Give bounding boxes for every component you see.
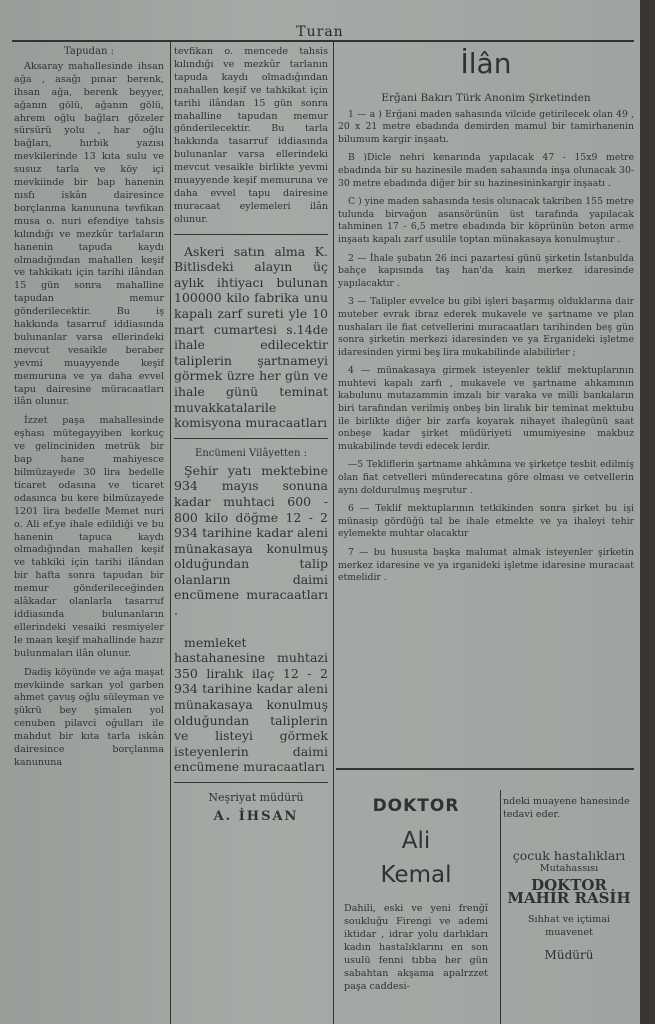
ad-doktor-ali-kemal: [336, 788, 496, 1024]
column-tapudan: [14, 46, 164, 1024]
ad1-name-last: Kemal: [380, 862, 452, 888]
newspaper-masthead: Turan: [296, 24, 344, 40]
publisher-name: A. İHSAN: [213, 808, 299, 824]
ilan-title: İlân: [460, 47, 512, 80]
ad1-name-first: Ali: [401, 828, 431, 854]
ad1-text: Dahili, eski ve yeni frenğî soukluğu Firengi ve ademi iktidar , idrar yolu darlıkları kadın hastalıklarını en son usulü fenni tıbba her gün sabahtan akşama apalrzzet paşa caddesi-: [344, 903, 488, 992]
ad2-top-text: ndeki muayene hanesinde tedavi eder.: [503, 796, 630, 820]
ad2-specialty-label: Mutahassısı: [539, 863, 599, 874]
masthead-rule: [12, 40, 634, 42]
ad2-specialty: çocuk hastalıkları: [512, 848, 626, 863]
tapudan-notice-2: İzzet paşa mahallesinde eşhası mütegayyiben korkuç ve gelinciniden metrük bir bap hane mahiyesce bilmüzayede 30 lira bedelle ticaret odasına ve ticaret odasınca bu kere bilmüzayede 1201 lira bedelle Memet nuri o. Ali ef.ye ihale edildiği ve bu hanenin tapuca kaydı olmadığından mahallen keşif ve tahkiki için tarihi ilândan bir hafta sonra tapudan bir memur gönderileceğinden alâkadar olanlarla tasarruf iddiasında bulunanların ellerindeki vesaiki resmiyeler le maan keşif mahallinde hazır bulunmaları ilân olunur.: [14, 415, 164, 659]
encumen-notice-2: memleket hastahanesine muhtazi 350 liralık ilaç 12 - 2 934 tarihine kadar aleni münakasaya konulmuş olduğundan taliplerin ve listeyi görmek isteyenlerin daimi encümene muracaatları: [174, 634, 328, 775]
column-divider-1: [170, 42, 171, 1024]
ilan-item-1c: C ) yine maden sahasında tesis olunacak takriben 155 metre tulunda birvağon asansörünün üst tarafında yapılacak tahminen 17 - 6,5 metre ebadında bir köprünün beton arme inşaatı kapalı zarf usulile toptan münakasaya konulmuştur .: [338, 196, 634, 245]
encumen-heading: Encümeni Vilâyetten :: [195, 447, 307, 459]
ad2-position: Sıhhat ve içtimai muavenet: [527, 914, 611, 938]
askeri-satin-alma-notice: Askeri satın alma K. Bitlisdeki alayın üç aylık ihtiyacı bulunan 100000 kilo fabrika unu kapalı zarf sureti yle 10 mart cumartesi s.14de ihale edilecektir taliplerin şartnameyi görmek üzre her gün ve ihale günü teminat muvakkatalarile komisyona muracaatları: [174, 243, 328, 431]
ilan-item-6: 6 — Teklif mektuplarının tetkikinden sonra şirket bu işi münasip gördüğü tal be ihale etmekte ve ya ihaleyi tehir eylemekte muhtar olacaktır: [338, 503, 634, 540]
ads-divider: [500, 790, 501, 1024]
ad2-title: DOKTOR: [531, 876, 607, 894]
separator-rule: [174, 234, 328, 235]
column-ergani-ilan: [338, 46, 634, 764]
ad2-role: Müdürü: [544, 948, 594, 962]
tapudan-notice-continued: tevfikan o. mencede tahsis kılındığı ve mezkûr tarlanın tapuda kaydı olmadığından mahallen keşif ve tahkikat için tarihi ilândan 15 gün sonra mahalline tapudan memur gönderilecektir. Bu tarla hakkında tasarruf iddiasında bulunanlar varsa ellerindeki mevcut vesaikle birlikte yevmi muayyende keşif memuruna ve daha evvel tapu dairesine muracaat eylemeleri ilân olunur.: [174, 46, 328, 225]
ads-rule: [336, 768, 634, 770]
page-binding-edge: [640, 0, 655, 1024]
ilan-item-2: 2 — İhale şubatın 26 inci pazartesi günü şirketin İstanbulda bahçe kapısında taş han'da kain merkez idaresinde yapılacaktır .: [338, 252, 634, 289]
ad1-title: DOKTOR: [372, 796, 460, 816]
ilan-item-1b: B )Dicle nehri kenarında yapılacak 47 - 15x9 metre ebadında bir su hazinesile maden sahasında inşa olunacak 30-30 metre ebadında diğer bir su hazinesininkargir inşaatı .: [338, 152, 634, 189]
ilan-item-4: 4 — münakasaya girmek isteyenler teklif mektuplarının muhtevi kapalı zarfı , mukavele ve şartname ahkamının kabulunu mutazammin imzalı bir varaka ve milli bankaların biri tarafından verilmiş onbeş bin liralık bir teminat mektubu ile birlikte diğer bir zarfa koyarak nihayet ihalegünü saat onbeşe kadar şirket müdüriyeti umumiyesine makbuz mukabilinde tevdi edecek lerdir.: [338, 365, 634, 452]
ilan-item-5: —5 Tekliflerin şartname ahkâmına ve şirketçe tesbit edilmiş olan fiat cetvelleri münderecatına göre olması ve cetvellerin aynı doldurulmuş meşrutur .: [338, 459, 634, 496]
ad-doktor-mahir-rasih: [503, 795, 635, 962]
ilan-subtitle: Erğani Bakırı Türk Anonim Şirketinden: [381, 92, 591, 104]
ad2-name: MAHİR RASİH: [507, 889, 631, 907]
ilan-item-1a: 1 — a ) Erğani maden sahasında vilcide getirilecek olan 49 , 20 x 21 metre ebadında demirden mamul bir tamirhanenin bilumum kargir inşaatı.: [338, 108, 634, 145]
encumen-notice-1: Şehir yatı mektebine 934 mayıs sonuna kadar muhtaci 600 - 800 kilo döğme 12 - 2 934 tarihine kadar aleni münakasaya konulmuş olduğundan talip olanların daimi encümene muracaatları .: [174, 462, 328, 619]
tapudan-heading: Tapudan :: [63, 46, 115, 57]
tapudan-notice-3: Dadiş köyünde ve ağa maşat mevkiinde sarkan yol garben ahmet çavuş oğlu süleyman ve şükrü bey şimalen yol cenuben pilavci oğulları ile mahdut bir kıta tarla iskân dairesince borçlanma kanununa: [14, 666, 164, 768]
publisher-label: Neşriyat müdürü: [208, 791, 304, 804]
column-ilanlar: [174, 46, 328, 1024]
ilan-item-3: 3 — Talipler evvelce bu gibi işleri başarmış olduklarına dair muteber evrak ibraz ederek mukavele ve şartname ve plan nushaları ile fiat cetvellerini muracaatları tarihinden beş gün sonra şirketin merkezi idaresinden ve ya Erganideki işletme idaresinden yirmi beş lira mukabilinde alabilirler ;: [338, 296, 634, 358]
separator-rule: [174, 782, 328, 783]
ilan-item-7: 7 — bu hususta başka malumat almak isteyenler şirketin merkez idaresine ve ya ırganideki işletme idaresine muracaat etmelidir .: [338, 547, 634, 584]
separator-rule: [174, 438, 328, 439]
tapudan-notice-1: Aksaray mahallesinde ihsan ağa , asağı pınar berenk, ihsan ağa, berenk beyyer, ağanın gölü, ağanın gölü, ahrem oğlu bağları gözeler sürsürü yolu , har oğlu bağları, hırbik yazısı mevkilerinde 13 kıta sulu ve susuz tarla ve köy içi mevkiinde bir bap hanenin nısfı iskân dairesince borçlanma kanununa tevfikan musa o. nuri efendiye tahsis kılındığı ve mezkûr tarlaların hanenin tapuda kaydı olmadığından mahallen keşif ve tahkikatı için tarihi ilândan 15 gün sonra mahalline tapudan memur gönderilecektir. Bu iş hakkında tasarruf iddiasında bulunanlar varsa ellerindeki mevcut vesaikle beraber yevmi muayyende keşif memuruna ve ya daha evvel tapu dairesine müracaatları ilân olunur.: [14, 60, 164, 408]
column-divider-2: [333, 42, 334, 1024]
